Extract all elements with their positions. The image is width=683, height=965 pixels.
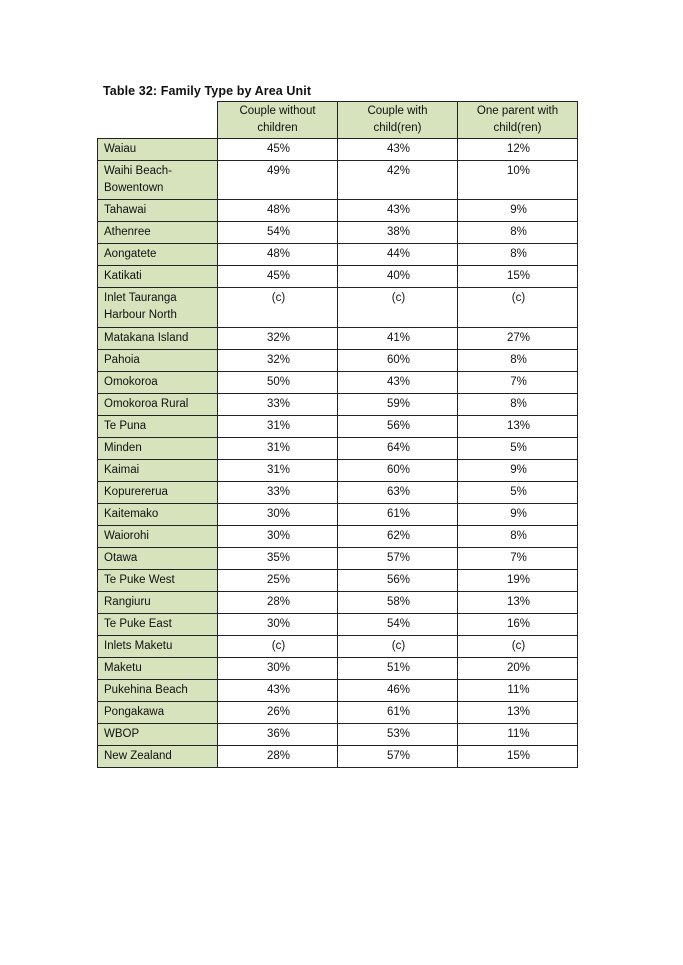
area-unit-cell: Inlets Maketu	[98, 636, 218, 658]
couple-with-children-cell: 56%	[338, 570, 458, 592]
couple-with-children-cell: 41%	[338, 328, 458, 350]
area-unit-cell: Athenree	[98, 222, 218, 244]
couple-with-children-cell: 59%	[338, 394, 458, 416]
area-unit-cell: New Zealand	[98, 746, 218, 768]
couple-without-children-cell: 33%	[218, 482, 338, 504]
table-row	[98, 161, 578, 200]
area-unit-cell: Waiau	[98, 139, 218, 161]
table-row	[98, 438, 578, 460]
couple-without-children-cell: 30%	[218, 658, 338, 680]
area-unit-cell: Minden	[98, 438, 218, 460]
couple-without-children-cell: 45%	[218, 139, 338, 161]
couple-without-children-cell: 45%	[218, 266, 338, 288]
area-unit-cell: Kopurererua	[98, 482, 218, 504]
table-row	[98, 288, 578, 328]
table-row	[98, 746, 578, 768]
area-unit-cell: Kaimai	[98, 460, 218, 482]
one-parent-cell: 10%	[458, 161, 578, 200]
table-row	[98, 702, 578, 724]
table-body	[98, 139, 578, 768]
table-row	[98, 200, 578, 222]
area-unit-cell: Te Puna	[98, 416, 218, 438]
header-couple-with-children: Couple with child(ren)	[338, 102, 458, 139]
area-unit-cell: Aongatete	[98, 244, 218, 266]
couple-without-children-cell: 31%	[218, 416, 338, 438]
table-row	[98, 139, 578, 161]
one-parent-cell: 5%	[458, 438, 578, 460]
area-unit-cell: Waiorohi	[98, 526, 218, 548]
couple-with-children-cell: (c)	[338, 288, 458, 328]
table-row	[98, 614, 578, 636]
couple-without-children-cell: 30%	[218, 526, 338, 548]
couple-with-children-cell: 63%	[338, 482, 458, 504]
area-unit-cell: Kaitemako	[98, 504, 218, 526]
one-parent-cell: 13%	[458, 592, 578, 614]
table-row	[98, 526, 578, 548]
couple-with-children-cell: 46%	[338, 680, 458, 702]
one-parent-cell: 9%	[458, 460, 578, 482]
table-row	[98, 592, 578, 614]
couple-with-children-cell: 57%	[338, 746, 458, 768]
one-parent-cell: 15%	[458, 746, 578, 768]
couple-without-children-cell: 35%	[218, 548, 338, 570]
table-header-row	[98, 102, 578, 139]
couple-with-children-cell: 62%	[338, 526, 458, 548]
table-row	[98, 548, 578, 570]
table-row	[98, 658, 578, 680]
area-unit-cell: WBOP	[98, 724, 218, 746]
couple-without-children-cell: 25%	[218, 570, 338, 592]
couple-with-children-cell: 42%	[338, 161, 458, 200]
one-parent-cell: 8%	[458, 394, 578, 416]
couple-without-children-cell: (c)	[218, 288, 338, 328]
area-unit-cell: Katikati	[98, 266, 218, 288]
area-unit-cell: Maketu	[98, 658, 218, 680]
area-unit-cell: Pongakawa	[98, 702, 218, 724]
couple-with-children-cell: 60%	[338, 350, 458, 372]
area-unit-cell: Inlet Tauranga Harbour North	[98, 288, 218, 328]
area-unit-cell: Te Puke West	[98, 570, 218, 592]
table-row	[98, 724, 578, 746]
couple-without-children-cell: 32%	[218, 350, 338, 372]
couple-without-children-cell: 33%	[218, 394, 338, 416]
one-parent-cell: 19%	[458, 570, 578, 592]
one-parent-cell: 15%	[458, 266, 578, 288]
couple-without-children-cell: 28%	[218, 746, 338, 768]
one-parent-cell: (c)	[458, 636, 578, 658]
one-parent-cell: 11%	[458, 724, 578, 746]
couple-without-children-cell: 49%	[218, 161, 338, 200]
table-row	[98, 266, 578, 288]
one-parent-cell: 8%	[458, 244, 578, 266]
couple-without-children-cell: 48%	[218, 244, 338, 266]
couple-without-children-cell: 30%	[218, 504, 338, 526]
couple-without-children-cell: 31%	[218, 460, 338, 482]
couple-with-children-cell: 40%	[338, 266, 458, 288]
one-parent-cell: 27%	[458, 328, 578, 350]
one-parent-cell: 20%	[458, 658, 578, 680]
area-unit-cell: Otawa	[98, 548, 218, 570]
couple-without-children-cell: 31%	[218, 438, 338, 460]
couple-without-children-cell: 26%	[218, 702, 338, 724]
table-row	[98, 394, 578, 416]
area-unit-cell: Rangiuru	[98, 592, 218, 614]
couple-without-children-cell: (c)	[218, 636, 338, 658]
couple-with-children-cell: 61%	[338, 702, 458, 724]
couple-with-children-cell: 43%	[338, 372, 458, 394]
couple-with-children-cell: 57%	[338, 548, 458, 570]
table-row	[98, 372, 578, 394]
couple-with-children-cell: 54%	[338, 614, 458, 636]
couple-with-children-cell: (c)	[338, 636, 458, 658]
couple-with-children-cell: 64%	[338, 438, 458, 460]
table-row	[98, 482, 578, 504]
table-row	[98, 416, 578, 438]
one-parent-cell: 8%	[458, 222, 578, 244]
one-parent-cell: 16%	[458, 614, 578, 636]
one-parent-cell: 8%	[458, 350, 578, 372]
table-row	[98, 350, 578, 372]
couple-with-children-cell: 44%	[338, 244, 458, 266]
header-blank-cell	[98, 102, 218, 139]
couple-without-children-cell: 48%	[218, 200, 338, 222]
one-parent-cell: 13%	[458, 416, 578, 438]
area-unit-cell: Omokoroa	[98, 372, 218, 394]
couple-without-children-cell: 43%	[218, 680, 338, 702]
area-unit-cell: Te Puke East	[98, 614, 218, 636]
table-row	[98, 570, 578, 592]
header-couple-without-children: Couple without children	[218, 102, 338, 139]
one-parent-cell: 7%	[458, 548, 578, 570]
couple-without-children-cell: 54%	[218, 222, 338, 244]
couple-with-children-cell: 60%	[338, 460, 458, 482]
couple-without-children-cell: 32%	[218, 328, 338, 350]
area-unit-cell: Pukehina Beach	[98, 680, 218, 702]
header-one-parent: One parent with child(ren)	[458, 102, 578, 139]
table-row	[98, 244, 578, 266]
couple-without-children-cell: 50%	[218, 372, 338, 394]
one-parent-cell: 8%	[458, 526, 578, 548]
one-parent-cell: 5%	[458, 482, 578, 504]
couple-without-children-cell: 36%	[218, 724, 338, 746]
family-type-table	[97, 101, 578, 768]
one-parent-cell: 11%	[458, 680, 578, 702]
couple-with-children-cell: 61%	[338, 504, 458, 526]
couple-with-children-cell: 53%	[338, 724, 458, 746]
area-unit-cell: Pahoia	[98, 350, 218, 372]
couple-with-children-cell: 56%	[338, 416, 458, 438]
one-parent-cell: 9%	[458, 200, 578, 222]
couple-without-children-cell: 28%	[218, 592, 338, 614]
couple-with-children-cell: 43%	[338, 139, 458, 161]
one-parent-cell: 13%	[458, 702, 578, 724]
area-unit-cell: Waihi Beach-Bowentown	[98, 161, 218, 200]
one-parent-cell: 7%	[458, 372, 578, 394]
table-row	[98, 680, 578, 702]
table-row	[98, 636, 578, 658]
one-parent-cell: 12%	[458, 139, 578, 161]
area-unit-cell: Tahawai	[98, 200, 218, 222]
table-row	[98, 328, 578, 350]
couple-with-children-cell: 38%	[338, 222, 458, 244]
couple-with-children-cell: 51%	[338, 658, 458, 680]
couple-with-children-cell: 43%	[338, 200, 458, 222]
area-unit-cell: Matakana Island	[98, 328, 218, 350]
couple-without-children-cell: 30%	[218, 614, 338, 636]
one-parent-cell: 9%	[458, 504, 578, 526]
table-title: Table 32: Family Type by Area Unit	[103, 84, 312, 98]
table-row	[98, 460, 578, 482]
area-unit-cell: Omokoroa Rural	[98, 394, 218, 416]
table-row	[98, 222, 578, 244]
table-row	[98, 504, 578, 526]
couple-with-children-cell: 58%	[338, 592, 458, 614]
one-parent-cell: (c)	[458, 288, 578, 328]
